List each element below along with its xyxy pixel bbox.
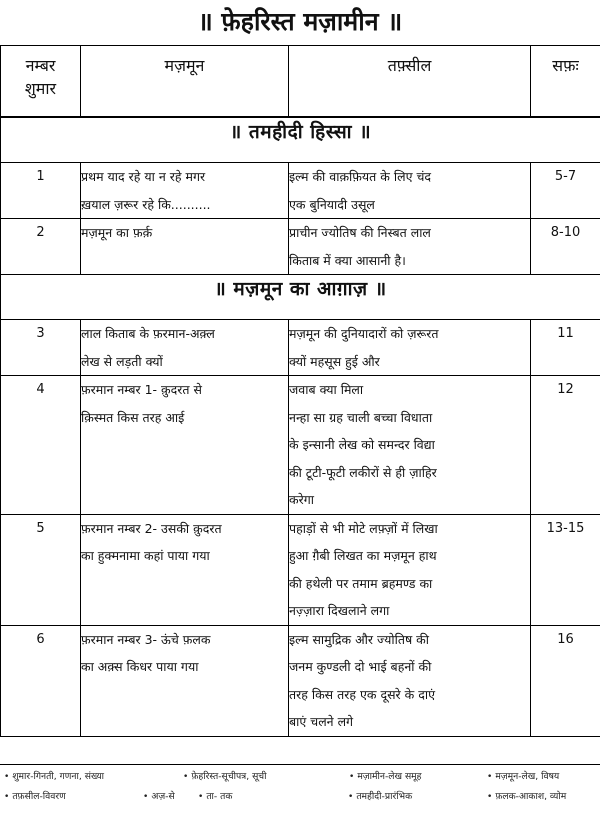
table-row: [1, 163, 600, 219]
entry-details: [289, 376, 531, 515]
entry-subject-line: क़िस्मत किस तरह आई: [81, 404, 288, 432]
glossary-text: फ़लक-आकाश, व्योम: [495, 791, 566, 802]
column-header-subject: मज़मून: [81, 46, 289, 118]
entry-details-line: करेगा: [289, 486, 530, 514]
glossary-item: [4, 769, 104, 782]
glossary-text: तफ़सील-विवरण: [12, 791, 65, 802]
section-heading-row: [1, 117, 600, 163]
glossary-item: [487, 789, 566, 802]
entry-subject-line: प्रथम याद रहे या न रहे मगर: [81, 163, 288, 191]
section-heading: ॥ मज़मून का आग़ाज़ ॥: [1, 275, 600, 320]
entry-subject-line: का अक़्स किधर पाया गया: [81, 653, 288, 681]
bullet-icon: •: [198, 792, 203, 802]
bullet-icon: •: [4, 792, 9, 802]
entry-subject: [81, 320, 289, 376]
entry-details-line: प्राचीन ज्योतिष की निस्बत लाल: [289, 219, 530, 247]
table-row: [1, 625, 600, 736]
column-header-number-line2: शुमार: [1, 77, 80, 100]
entry-details-line: इल्म की वाक़फ़ियत के लिए चंद: [289, 163, 530, 191]
glossary-text: शुमार-गिनती, गणना, संख्या: [12, 771, 104, 782]
entry-subject: [81, 163, 289, 219]
glossary-text: अज़-से: [151, 791, 174, 802]
glossary-text: तमहीदी-प्रारंभिक: [356, 791, 412, 802]
table-row: [1, 376, 600, 515]
section-heading-row: [1, 275, 600, 320]
bullet-icon: •: [4, 772, 9, 782]
entry-details-line: नन्हा सा ग्रह चाली बच्चा विधाता: [289, 404, 530, 432]
entry-subject-line: लेख से लड़ती क्यों: [81, 348, 288, 376]
entry-details: [289, 625, 531, 736]
table-row: [1, 219, 600, 275]
entry-number: 2: [1, 219, 81, 275]
entry-details-line: इल्म सामुद्रिक और ज्योतिष की: [289, 626, 530, 654]
bullet-icon: •: [143, 792, 148, 802]
entry-details: [289, 320, 531, 376]
entry-number: 4: [1, 376, 81, 515]
contents-body: [1, 117, 600, 736]
entry-details-line: किताब में क्या आसानी है।: [289, 247, 530, 275]
entry-subject-line: ख़याल ज़रूर रहे कि..........: [81, 191, 288, 219]
entry-details-line: हुआ ग़ैबी लिखत का मज़मून हाथ: [289, 542, 530, 570]
entry-details-line: जवाब क्या मिला: [289, 376, 530, 404]
contents-table: [0, 45, 600, 737]
table-row: [1, 514, 600, 625]
entry-number: 6: [1, 625, 81, 736]
entry-subject-line: मज़मून का फ़र्क़: [81, 219, 288, 247]
entry-subject-line: का हुक्मनामा कहां पाया गया: [81, 542, 288, 570]
section-heading: ॥ तमहीदी हिस्सा ॥: [1, 117, 600, 163]
glossary-item: [348, 789, 412, 802]
entry-details-line: तरह किस तरह एक दूसरे के दाएं: [289, 681, 530, 709]
entry-details-line: के इन्सानी लेख को समन्दर विद्या: [289, 431, 530, 459]
entry-subject-line: फ़रमान नम्बर 1- क़ुदरत से: [81, 376, 288, 404]
bullet-icon: •: [348, 792, 353, 802]
entry-page: 8-10: [531, 219, 600, 275]
entry-details-line: क्यों महसूस हुई और: [289, 348, 530, 376]
page-title: ॥ फ़ेहरिस्त मज़ामीन ॥: [0, 2, 600, 42]
entry-subject: [81, 625, 289, 736]
glossary-item: [198, 789, 232, 802]
glossary-item: [487, 769, 559, 782]
entry-page: 5-7: [531, 163, 600, 219]
bullet-icon: •: [349, 772, 354, 782]
entry-subject: [81, 514, 289, 625]
entry-number: 3: [1, 320, 81, 376]
glossary-text: ता- तक: [206, 791, 232, 802]
entry-number: 1: [1, 163, 81, 219]
entry-subject-line: फ़रमान नम्बर 2- उसकी क़ुदरत: [81, 515, 288, 543]
glossary-item: [4, 789, 66, 802]
glossary-item: [349, 769, 422, 782]
bullet-icon: •: [487, 792, 492, 802]
bullet-icon: •: [183, 772, 188, 782]
column-header-number: [1, 46, 81, 118]
entry-details-line: नज़्ज़ारा दिखलाने लगा: [289, 597, 530, 625]
column-header-page: सफ़ः: [531, 46, 600, 118]
entry-details: [289, 219, 531, 275]
glossary-item: [183, 769, 267, 782]
entry-subject: [81, 376, 289, 515]
glossary-text: मज़मून-लेख, विषय: [495, 771, 559, 782]
entry-page: 13-15: [531, 514, 600, 625]
entry-page: 12: [531, 376, 600, 515]
glossary-text: फ़ेहरिस्त-सूचीपत्र, सूची: [191, 771, 266, 782]
glossary-footnote: [0, 764, 600, 819]
entry-details-line: एक बुनियादी उसूल: [289, 191, 530, 219]
entry-subject-line: लाल किताब के फ़रमान-अक़्ल: [81, 320, 288, 348]
column-header-details: तफ़्सील: [289, 46, 531, 118]
entry-subject: [81, 219, 289, 275]
entry-page: 16: [531, 625, 600, 736]
column-header-number-line1: नम्बर: [1, 54, 80, 77]
table-row: [1, 320, 600, 376]
glossary-text: मज़ामीन-लेख समूह: [357, 771, 421, 782]
entry-details-line: की हथेली पर तमाम ब्रहमण्ड का: [289, 570, 530, 598]
entry-details-line: मज़मून की दुनियादारों को ज़रूरत: [289, 320, 530, 348]
entry-details-line: पहाड़ों से भी मोटे लफ़्ज़ों में लिखा: [289, 515, 530, 543]
entry-details: [289, 514, 531, 625]
entry-subject-line: फ़रमान नम्बर 3- ऊंचे फ़लक: [81, 626, 288, 654]
entry-details-line: बाएं चलने लगे: [289, 708, 530, 736]
entry-details-line: जनम कुण्डली दो भाई बहनों की: [289, 653, 530, 681]
entry-number: 5: [1, 514, 81, 625]
entry-details: [289, 163, 531, 219]
bullet-icon: •: [487, 772, 492, 782]
entry-details-line: की टूटी-फूटी लकीरों से ही ज़ाहिर: [289, 459, 530, 487]
glossary-item: [143, 789, 175, 802]
entry-page: 11: [531, 320, 600, 376]
header-row: [1, 46, 600, 118]
